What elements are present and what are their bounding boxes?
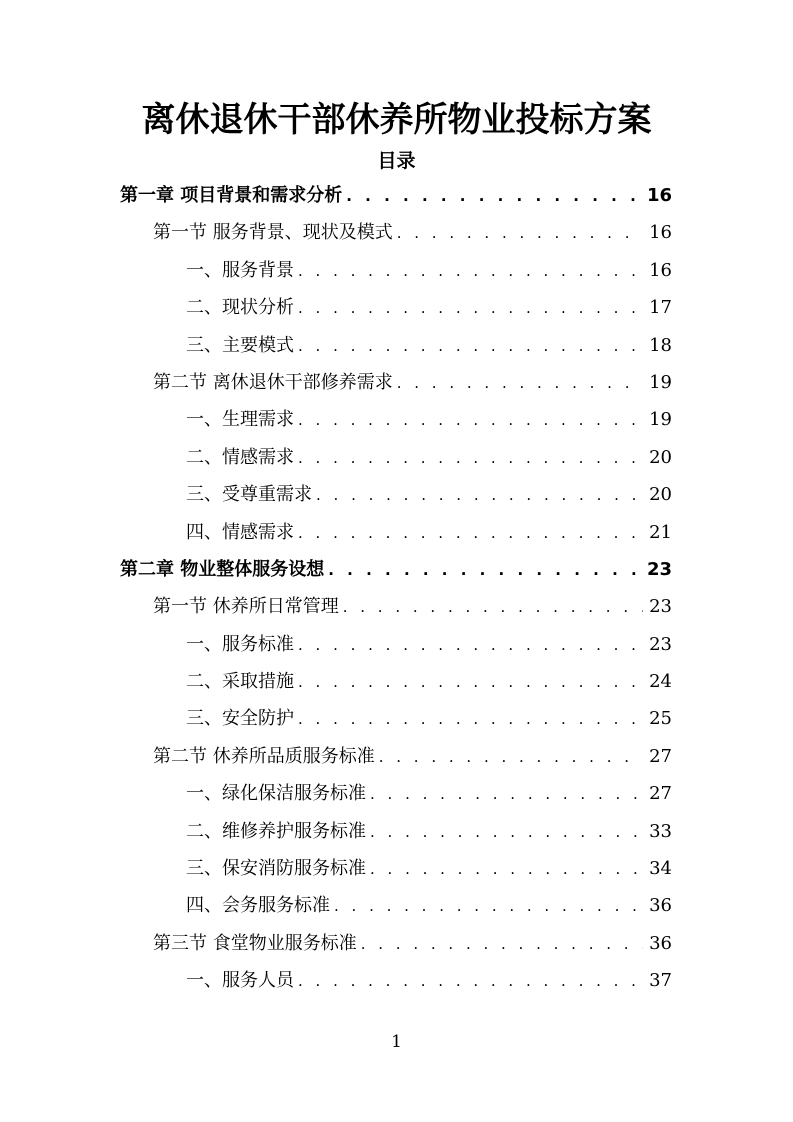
toc-dot-leader	[379, 739, 643, 776]
toc-entry[interactable]	[120, 813, 672, 850]
toc-dot-leader	[298, 402, 643, 439]
toc-dot-leader	[298, 664, 643, 701]
toc-entry-label: 一、绿化保洁服务标准	[186, 783, 366, 805]
toc-entry[interactable]	[120, 588, 672, 625]
toc-entry-page-number: 34	[649, 858, 672, 880]
toc-entry-page-number: 21	[649, 521, 672, 543]
toc-entry-label: 第二章 物业整体服务设想	[120, 558, 325, 580]
toc-entry-page-number: 20	[649, 484, 672, 506]
toc-dot-leader	[397, 365, 643, 402]
toc-entry[interactable]	[120, 252, 672, 289]
toc-entry-label: 三、受尊重需求	[186, 484, 312, 506]
toc-dot-leader	[298, 253, 643, 290]
document-title: 离休退休干部休养所物业投标方案	[141, 100, 652, 140]
toc-entry[interactable]	[120, 850, 672, 887]
toc-entry[interactable]	[120, 775, 672, 812]
toc-entry-page-number: 36	[649, 932, 672, 954]
toc-entry-label: 三、主要模式	[186, 334, 294, 356]
toc-dot-leader	[298, 515, 643, 552]
toc-dot-leader	[346, 178, 641, 215]
toc-entry-label: 二、维修养护服务标准	[186, 820, 366, 842]
toc-entry-page-number: 33	[649, 820, 672, 842]
toc-entry[interactable]	[120, 962, 672, 999]
toc-entry-label: 二、情感需求	[186, 446, 294, 468]
toc-dot-leader	[343, 589, 643, 626]
toc-entry[interactable]	[120, 663, 672, 700]
toc-entry-page-number: 19	[649, 371, 672, 393]
toc-entry-label: 三、安全防护	[186, 708, 294, 730]
toc-entry-label: 三、保安消防服务标准	[186, 858, 366, 880]
toc-dot-leader	[316, 477, 643, 514]
toc-entry[interactable]	[120, 551, 672, 588]
toc-entry-page-number: 23	[649, 596, 672, 618]
toc-entry-page-number: 23	[649, 633, 672, 655]
toc-entry-page-number: 17	[649, 297, 672, 319]
toc-heading: 目录	[377, 150, 416, 172]
toc-entry-label: 二、采取措施	[186, 671, 294, 693]
toc-entry-page-number: 37	[649, 970, 672, 992]
toc-dot-leader	[298, 627, 643, 664]
toc-entry[interactable]	[120, 738, 672, 775]
toc-dot-leader	[298, 440, 643, 477]
toc-entry-page-number: 27	[649, 783, 672, 805]
toc-dot-leader	[298, 328, 643, 365]
toc-entry-label: 第二节 休养所品质服务标准	[153, 745, 375, 767]
toc-entry[interactable]	[120, 214, 672, 251]
toc-entry[interactable]	[120, 177, 672, 214]
toc-dot-leader	[328, 552, 641, 589]
toc-entry-page-number: 24	[649, 671, 672, 693]
toc-entry[interactable]	[120, 476, 672, 513]
toc-entry-page-number: 16	[649, 259, 672, 281]
toc-entry-label: 第三节 食堂物业服务标准	[153, 932, 357, 954]
toc-entry-label: 一、生理需求	[186, 409, 294, 431]
toc-entry-page-number: 25	[649, 708, 672, 730]
toc-dot-leader	[397, 215, 643, 252]
toc-entry[interactable]	[120, 514, 672, 551]
page-number: 1	[391, 1032, 402, 1052]
toc-entry[interactable]	[120, 925, 672, 962]
toc-entry-page-number: 27	[649, 745, 672, 767]
toc-entry-label: 第一节 休养所日常管理	[153, 596, 339, 618]
toc-entry-label: 第二节 离休退休干部修养需求	[153, 371, 393, 393]
toc-entry-page-number: 20	[649, 446, 672, 468]
toc-entry-page-number: 16	[649, 222, 672, 244]
toc-entry-label: 二、现状分析	[186, 297, 294, 319]
toc-entry[interactable]	[120, 364, 672, 401]
toc-dot-leader	[370, 814, 643, 851]
toc-entry-label: 一、服务人员	[186, 970, 294, 992]
toc-entry-page-number: 36	[649, 895, 672, 917]
toc-entry-label: 第一章 项目背景和需求分析	[120, 185, 343, 206]
toc-entry-page-number: 18	[649, 334, 672, 356]
toc-entry-page-number: 23	[646, 558, 672, 580]
toc-entry-page-number: 16	[646, 185, 672, 206]
toc-entry[interactable]	[120, 626, 672, 663]
table-of-contents	[120, 177, 672, 1000]
toc-dot-leader	[334, 888, 643, 925]
toc-entry[interactable]	[120, 327, 672, 364]
toc-dot-leader	[370, 851, 643, 888]
toc-entry-label: 一、服务背景	[186, 259, 294, 281]
toc-entry[interactable]	[120, 401, 672, 438]
toc-dot-leader	[361, 926, 643, 963]
toc-entry-label: 一、服务标准	[186, 633, 294, 655]
toc-entry-label: 第一节 服务背景、现状及模式	[153, 222, 393, 244]
toc-entry[interactable]	[120, 887, 672, 924]
toc-dot-leader	[298, 963, 643, 1000]
toc-dot-leader	[298, 701, 643, 738]
toc-entry-label: 四、情感需求	[186, 521, 294, 543]
toc-entry[interactable]	[120, 439, 672, 476]
toc-entry[interactable]	[120, 289, 672, 326]
toc-dot-leader	[370, 776, 643, 813]
toc-dot-leader	[298, 290, 643, 327]
toc-entry-page-number: 19	[649, 409, 672, 431]
toc-entry-label: 四、会务服务标准	[186, 895, 330, 917]
toc-entry[interactable]	[120, 700, 672, 737]
